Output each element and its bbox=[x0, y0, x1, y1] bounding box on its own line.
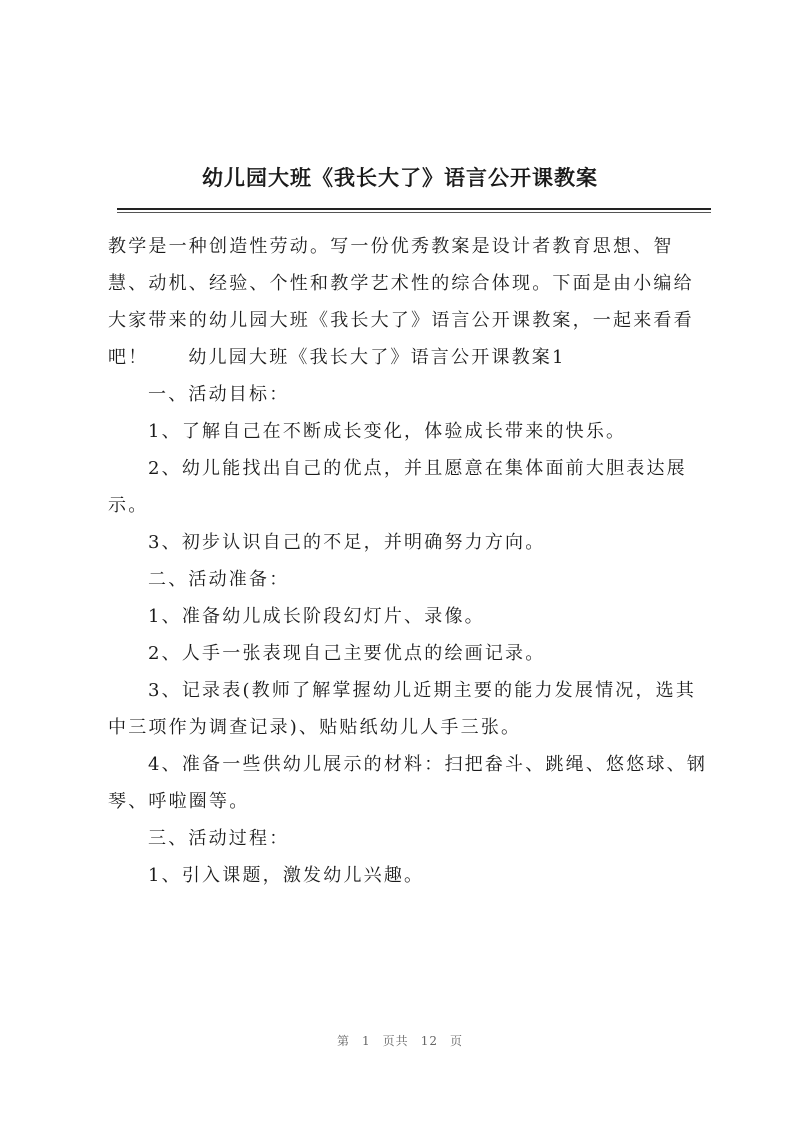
page-footer bbox=[0, 1032, 800, 1049]
paragraph: 2、人手一张表现自己主要优点的绘画记录。 bbox=[148, 643, 546, 664]
page-label-suffix: 页 bbox=[449, 1034, 463, 1048]
paragraph: 1、引入课题，激发幼儿兴趣。 bbox=[148, 865, 425, 886]
paragraph: 4、准备一些供幼儿展示的材料：扫把畚斗、跳绳、悠悠球、钢琴、呼啦圈等。 bbox=[108, 754, 708, 812]
page-label-prefix: 第 bbox=[337, 1034, 351, 1048]
paragraph: 2、幼儿能找出自己的优点，并且愿意在集体面前大胆表达展示。 bbox=[108, 458, 687, 516]
document-body bbox=[108, 228, 708, 894]
paragraph: 1、了解自己在不断成长变化，体验成长带来的快乐。 bbox=[148, 421, 627, 442]
paragraph: 3、初步认识自己的不足，并明确努力方向。 bbox=[148, 532, 546, 553]
paragraph: 三、活动过程： bbox=[148, 828, 290, 849]
title-divider bbox=[117, 208, 711, 210]
paragraph: 1、准备幼儿成长阶段幻灯片、录像。 bbox=[148, 606, 485, 627]
paragraph: 3、记录表(教师了解掌握幼儿近期主要的能力发展情况，选其中三项作为调查记录)、贴贴纸幼儿人手三张。 bbox=[108, 680, 697, 738]
intro-text: 教学是一种创造性劳动。写一份优秀教案是设计者教育思想、智慧、动机、经验、个性和教学艺术性的综合体现。下面是由小编给大家带来的幼儿园大班《我长大了》语言公开课教案，一起来看看吧！ bbox=[108, 236, 694, 368]
paragraph: 一、活动目标： bbox=[148, 384, 290, 405]
page-label-middle: 页共 bbox=[382, 1034, 409, 1048]
section-subtitle: 幼儿园大班《我长大了》语言公开课教案1 bbox=[188, 347, 566, 368]
total-pages: 12 bbox=[420, 1034, 438, 1048]
intro-paragraph bbox=[108, 228, 708, 376]
document-title: 幼儿园大班《我长大了》语言公开课教案 bbox=[202, 166, 598, 190]
page-number: 1 bbox=[362, 1034, 371, 1048]
paragraph: 二、活动准备： bbox=[148, 569, 290, 590]
title-divider-thin bbox=[117, 212, 711, 213]
